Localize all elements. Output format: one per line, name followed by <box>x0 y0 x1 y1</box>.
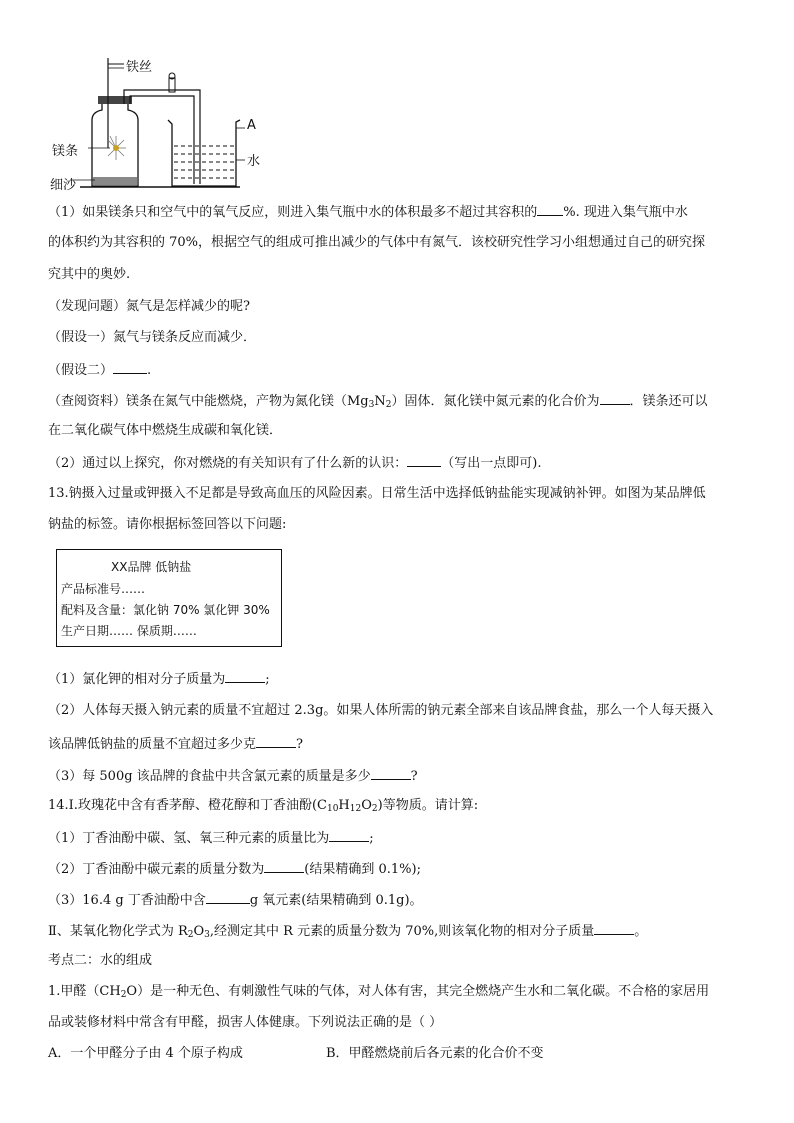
option-b[interactable]: B．甲醛燃烧前后各元素的化合价不变 <box>326 1046 544 1061</box>
answer-blank[interactable] <box>329 827 369 842</box>
q14-sub-3: （3）16.4 g 丁香油酚中含 g 氧元素(结果精确到 0.1g)。 <box>48 889 760 911</box>
label-standard: 产品标准号…… <box>61 582 146 596</box>
answer-blank[interactable] <box>537 201 563 216</box>
answer-blank[interactable] <box>407 452 441 467</box>
section-title: 考点二：水的组成 <box>48 953 153 968</box>
answer-blank[interactable] <box>594 920 634 935</box>
q13-line-1: 13.钠摄入过量或钾摄入不足都是导致高血压的风险因素。日常生活中选择低钠盐能实现减钠补钾。如图为某品牌低 <box>48 486 706 501</box>
label-title: XX品牌 低钠盐 <box>111 560 192 574</box>
q12-line-8: 在二氧化碳气体中燃烧生成碳和氧化镁． <box>48 423 283 438</box>
answer-blank[interactable] <box>256 733 296 748</box>
apparatus-figure <box>40 50 280 195</box>
s2-q1-line-1: 1.甲醛$(CH_2O)$是一种无色、有刺激性气味的气体，对人体有害，其完全燃烧产生水和二氧化碳。不合格的家居用 <box>48 984 710 1000</box>
q12-line-2: 的体积约为其容积的 70%，根据空气的组成可推出减少的气体中有氮气．该校研究性学习小组想通过自己的研究探 <box>48 235 706 250</box>
q12-line-4: （发现问题）氮气是怎样减少的呢? <box>48 299 250 314</box>
label-ingredients: 配料及含量：氯化钠 70% 氯化钾 30% <box>61 603 270 617</box>
q13-line-2: 钠盐的标签。请你根据标签回答以下问题: <box>48 517 287 532</box>
label-A: A <box>247 118 256 133</box>
q13-sub-2a: （2）人体每天摄入钠元素的质量不宜超过 2.3g。如果人体所需的钠元素全部来自该品牌食盐，那么一个人每天摄入 <box>48 703 714 718</box>
q12-line-7: （查阅资料）镁条在氮气中能燃烧，产物为氮化镁$(Mg_3N_2)$固体．氮化镁中氮元素的化合价为 ．镁条还可以 <box>48 390 760 415</box>
q12-line-6: （假设二） . <box>48 359 760 381</box>
q13-sub-2b: 该品牌低钠盐的质量不宜超过多少克 ? <box>48 733 760 755</box>
option-a[interactable]: A．一个甲醛分子由 4 个原子构成 <box>48 1046 243 1061</box>
q12-line-1: （1）如果镁条只和空气中的氧气反应，则进入集气瓶中水的体积最多不超过其容积的 %. 现进入集气瓶中水 <box>48 201 760 223</box>
q13-sub-3: （3）每 500g 该品牌的食盐中共含氯元素的质量是多少 ? <box>48 765 760 787</box>
label-water: 水 <box>247 154 261 169</box>
answer-blank[interactable] <box>206 889 250 904</box>
label-magnesium: 镁条 <box>52 144 79 159</box>
answer-blank[interactable] <box>600 390 630 405</box>
q14-line-1: 14.Ⅰ.玫瑰花中含有香茅醇、橙花醇和丁香油酚$(C_{10}H_{12}O_2)$等物质。请计算: <box>48 798 479 814</box>
label-dates: 生产日期…… 保质期…… <box>61 624 197 638</box>
q12-line-3: 究其中的奥妙. <box>48 267 131 282</box>
q12-line-9: （2）通过以上探究，你对燃烧的有关知识有了什么新的认识： （写出一点即可). <box>48 452 760 474</box>
answer-blank[interactable] <box>264 858 304 873</box>
q13-sub-1: （1）氯化钾的相对分子质量为 ; <box>48 668 760 690</box>
label-iron-wire: 铁丝 <box>126 60 153 75</box>
q14-sub-2: （2）丁香油酚中碳元素的质量分数为 (结果精确到 0.1%); <box>48 858 760 880</box>
q12-line-5: （假设一）氮气与镁条反应而减少． <box>48 330 257 345</box>
answer-blank[interactable] <box>225 668 265 683</box>
s2-q1-line-2: 品或装修材料中常含有甲醛，损害人体健康。下列说法正确的是（ ） <box>48 1015 443 1030</box>
s2-q1-options <box>48 1044 760 1064</box>
product-label-box <box>56 549 282 647</box>
label-sand: 细沙 <box>50 178 77 193</box>
answer-blank[interactable] <box>113 359 147 374</box>
q14-part-ii: Ⅱ、某氧化物化学式为 $R_2O_3$,经测定其中 R 元素的质量分数为 70%,则该氧化物的相对分子质量 。 <box>48 920 760 945</box>
answer-blank[interactable] <box>371 765 411 780</box>
q14-sub-1: （1）丁香油酚中碳、氢、氧三种元素的质量比为 ; <box>48 827 760 849</box>
